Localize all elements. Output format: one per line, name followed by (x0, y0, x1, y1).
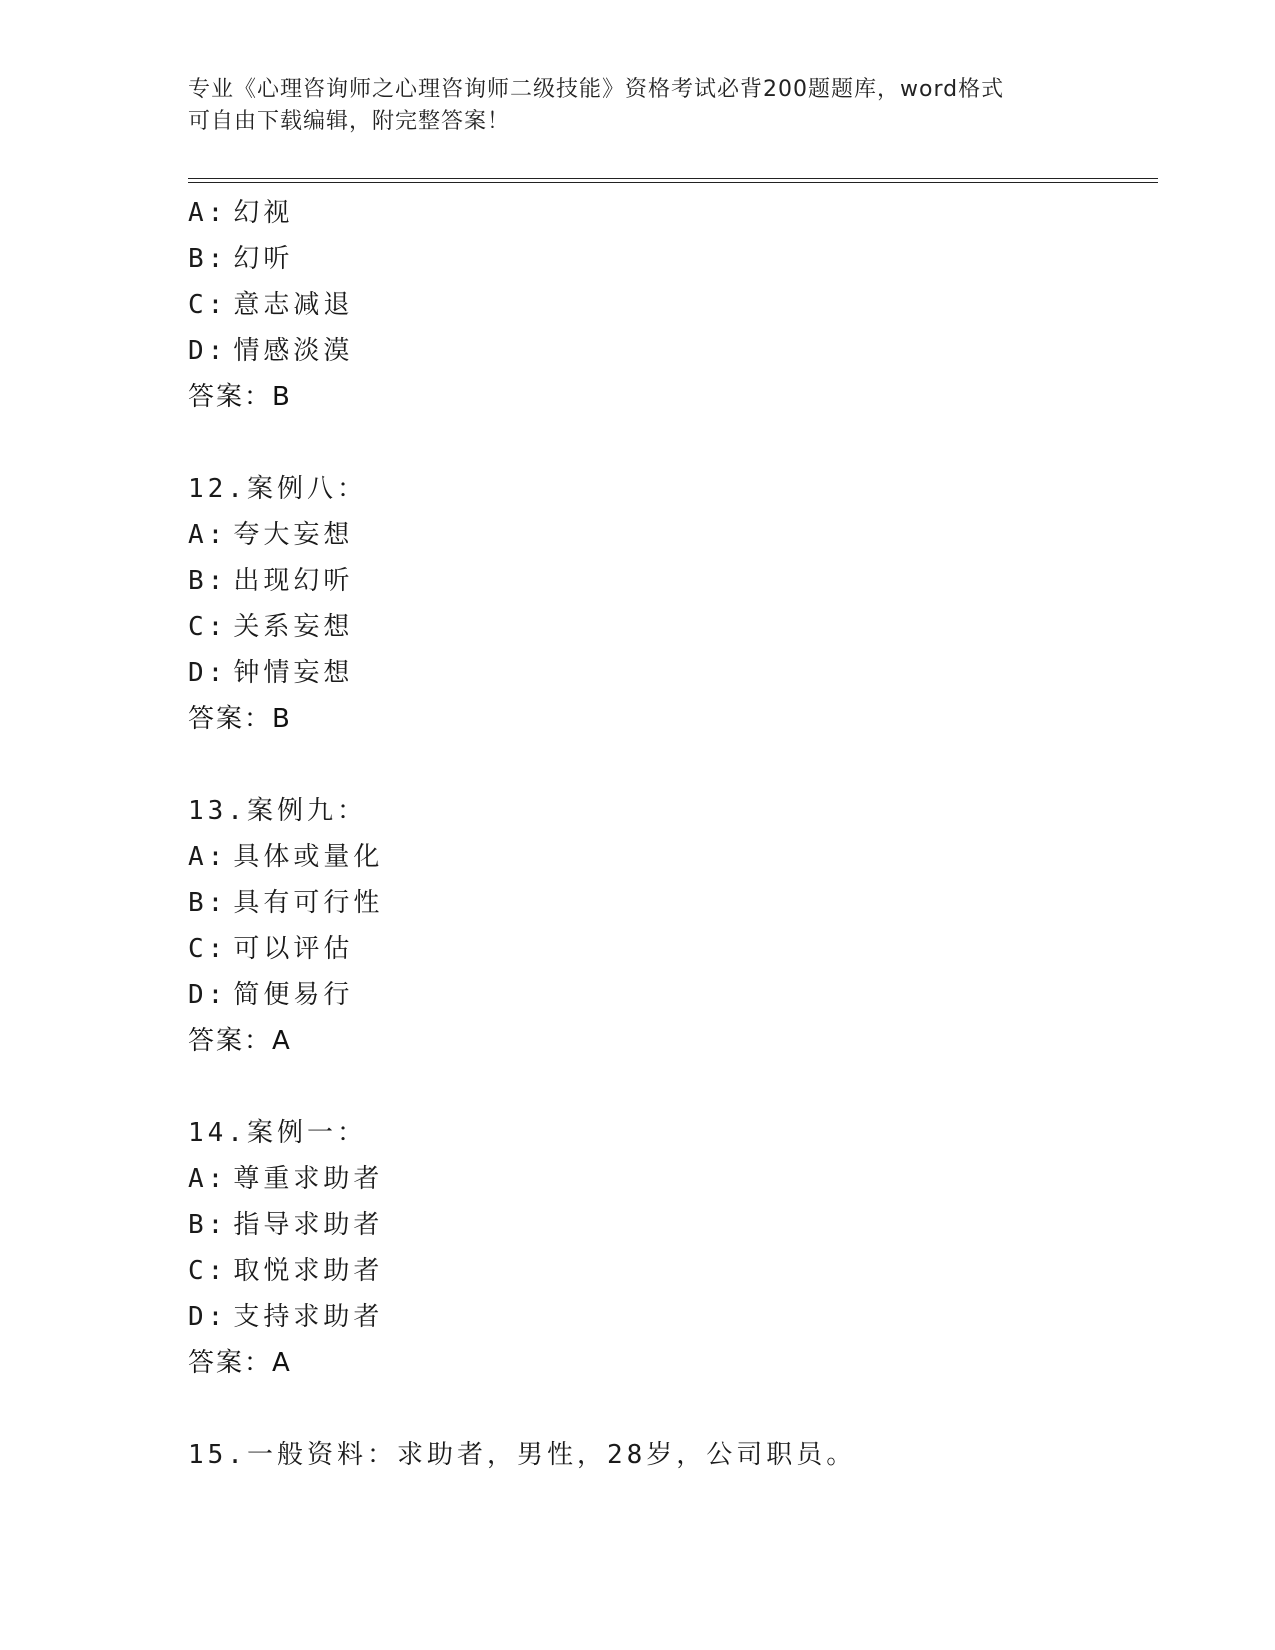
option-c: C: 取悦求助者 (188, 1256, 384, 1286)
question-block (188, 466, 1168, 742)
option-a: A: 幻视 (188, 198, 294, 228)
option-c: C: 可以评估 (188, 934, 354, 964)
option-b: B: 指导求助者 (188, 1210, 384, 1240)
option-d: D: 简便易行 (188, 980, 354, 1010)
header-line-2: 可自由下载编辑，附完整答案！ (188, 109, 511, 134)
question-block (188, 190, 1168, 420)
option-d: D: 情感淡漠 (188, 336, 354, 366)
option-a: A: 具体或量化 (188, 842, 384, 872)
question-title: 12.案例八： (188, 474, 367, 504)
option-c: C: 关系妄想 (188, 612, 354, 642)
option-b: B: 具有可行性 (188, 888, 384, 918)
answer: 答案：A (188, 1026, 292, 1056)
option-b: B: 出现幻听 (188, 566, 354, 596)
option-b: B: 幻听 (188, 244, 294, 274)
question-title: 13.案例九： (188, 796, 367, 826)
header-line-1: 专业《心理咨询师之心理咨询师二级技能》资格考试必背200题题库，word格式 (188, 77, 1005, 102)
question-block (188, 788, 1168, 1064)
option-d: D: 支持求助者 (188, 1302, 384, 1332)
answer: 答案：B (188, 382, 292, 412)
question-title: 14.案例一： (188, 1118, 367, 1148)
header-rule-bottom (188, 182, 1158, 183)
answer: 答案：B (188, 704, 292, 734)
option-a: A: 尊重求助者 (188, 1164, 384, 1194)
option-a: A: 夸大妄想 (188, 520, 354, 550)
option-d: D: 钟情妄想 (188, 658, 354, 688)
option-c: C: 意志减退 (188, 290, 354, 320)
answer: 答案：A (188, 1348, 292, 1378)
question-title: 15.一般资料：求助者，男性，28岁，公司职员。 (188, 1440, 857, 1470)
question-block (188, 1110, 1168, 1386)
question-list (188, 190, 1168, 1478)
document-header (188, 74, 1088, 138)
header-rule-top (188, 178, 1158, 179)
